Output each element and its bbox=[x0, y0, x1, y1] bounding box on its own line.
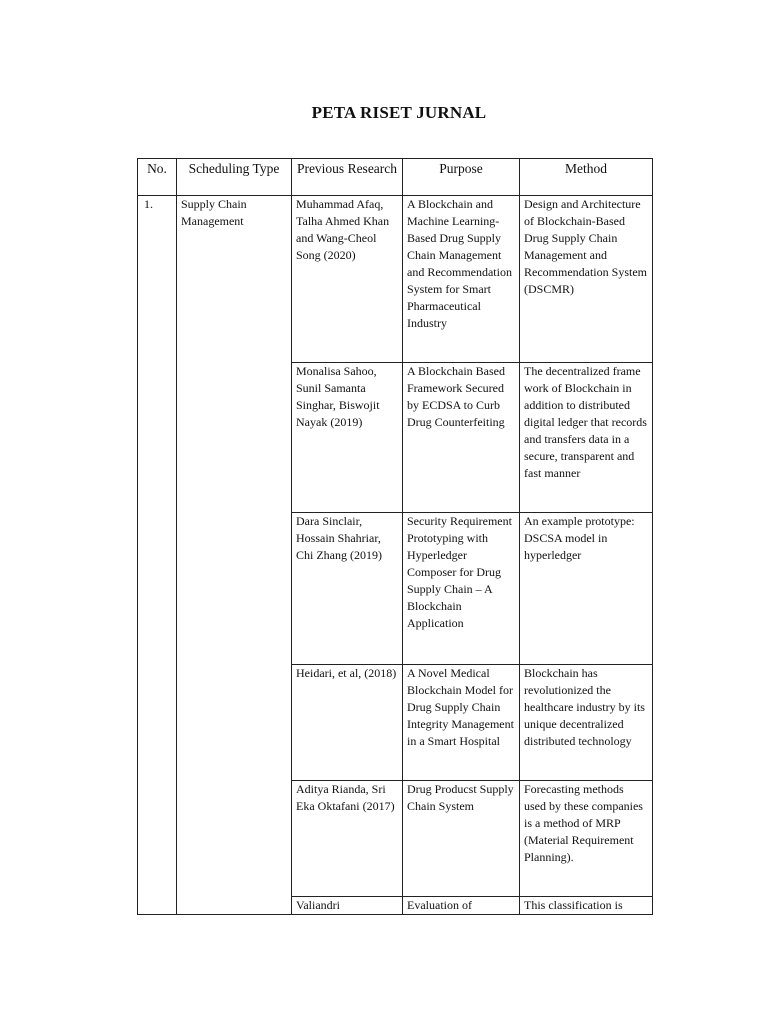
table-row bbox=[138, 196, 653, 363]
purpose-cell: A Novel Medical Blockchain Model for Drug Supply Chain Integrity Management in a Smart Hospital bbox=[403, 665, 520, 781]
header-scheduling-type: Scheduling Type bbox=[177, 159, 292, 196]
research-map-table bbox=[137, 158, 653, 915]
method-cell: Blockchain has revolutionized the healthcare industry by its unique decentralized distributed technology bbox=[520, 665, 653, 781]
method-cell: Forecasting methods used by these companies is a method of MRP (Material Requirement Planning). bbox=[520, 781, 653, 897]
previous-research-cell: Valiandri bbox=[292, 897, 403, 915]
document-title: PETA RISET JURNAL bbox=[311, 103, 487, 122]
previous-research-cell: Aditya Rianda, Sri Eka Oktafani (2017) bbox=[292, 781, 403, 897]
table-header-row bbox=[138, 159, 653, 196]
method-cell: Design and Architecture of Blockchain-Based Drug Supply Chain Management and Recommendation System (DSCMR) bbox=[520, 196, 653, 363]
previous-research-cell: Dara Sinclair, Hossain Shahriar, Chi Zhang (2019) bbox=[292, 513, 403, 665]
row-number-cell: 1. bbox=[138, 196, 177, 915]
purpose-cell: Evaluation of bbox=[403, 897, 520, 915]
previous-research-cell: Monalisa Sahoo, Sunil Samanta Singhar, Biswojit Nayak (2019) bbox=[292, 363, 403, 513]
previous-research-cell: Muhammad Afaq, Talha Ahmed Khan and Wang-Cheol Song (2020) bbox=[292, 196, 403, 363]
purpose-cell: A Blockchain and Machine Learning-Based Drug Supply Chain Management and Recommendation System for Smart Pharmaceutical Industry bbox=[403, 196, 520, 363]
method-cell: This classification is bbox=[520, 897, 653, 915]
purpose-cell: Security Requirement Prototyping with Hyperledger Composer for Drug Supply Chain – A Blockchain Application bbox=[403, 513, 520, 665]
method-cell: The decentralized frame work of Blockchain in addition to distributed digital ledger that records and transfers data in a secure, transparent and fast manner bbox=[520, 363, 653, 513]
header-no: No. bbox=[138, 159, 177, 196]
previous-research-cell: Heidari, et al, (2018) bbox=[292, 665, 403, 781]
method-cell: An example prototype: DSCSA model in hyperledger bbox=[520, 513, 653, 665]
scheduling-type-cell: Supply Chain Management bbox=[177, 196, 292, 915]
header-method: Method bbox=[520, 159, 653, 196]
header-purpose: Purpose bbox=[403, 159, 520, 196]
header-previous-research: Previous Research bbox=[292, 159, 403, 196]
purpose-cell: A Blockchain Based Framework Secured by ECDSA to Curb Drug Counterfeiting bbox=[403, 363, 520, 513]
purpose-cell: Drug Producst Supply Chain System bbox=[403, 781, 520, 897]
